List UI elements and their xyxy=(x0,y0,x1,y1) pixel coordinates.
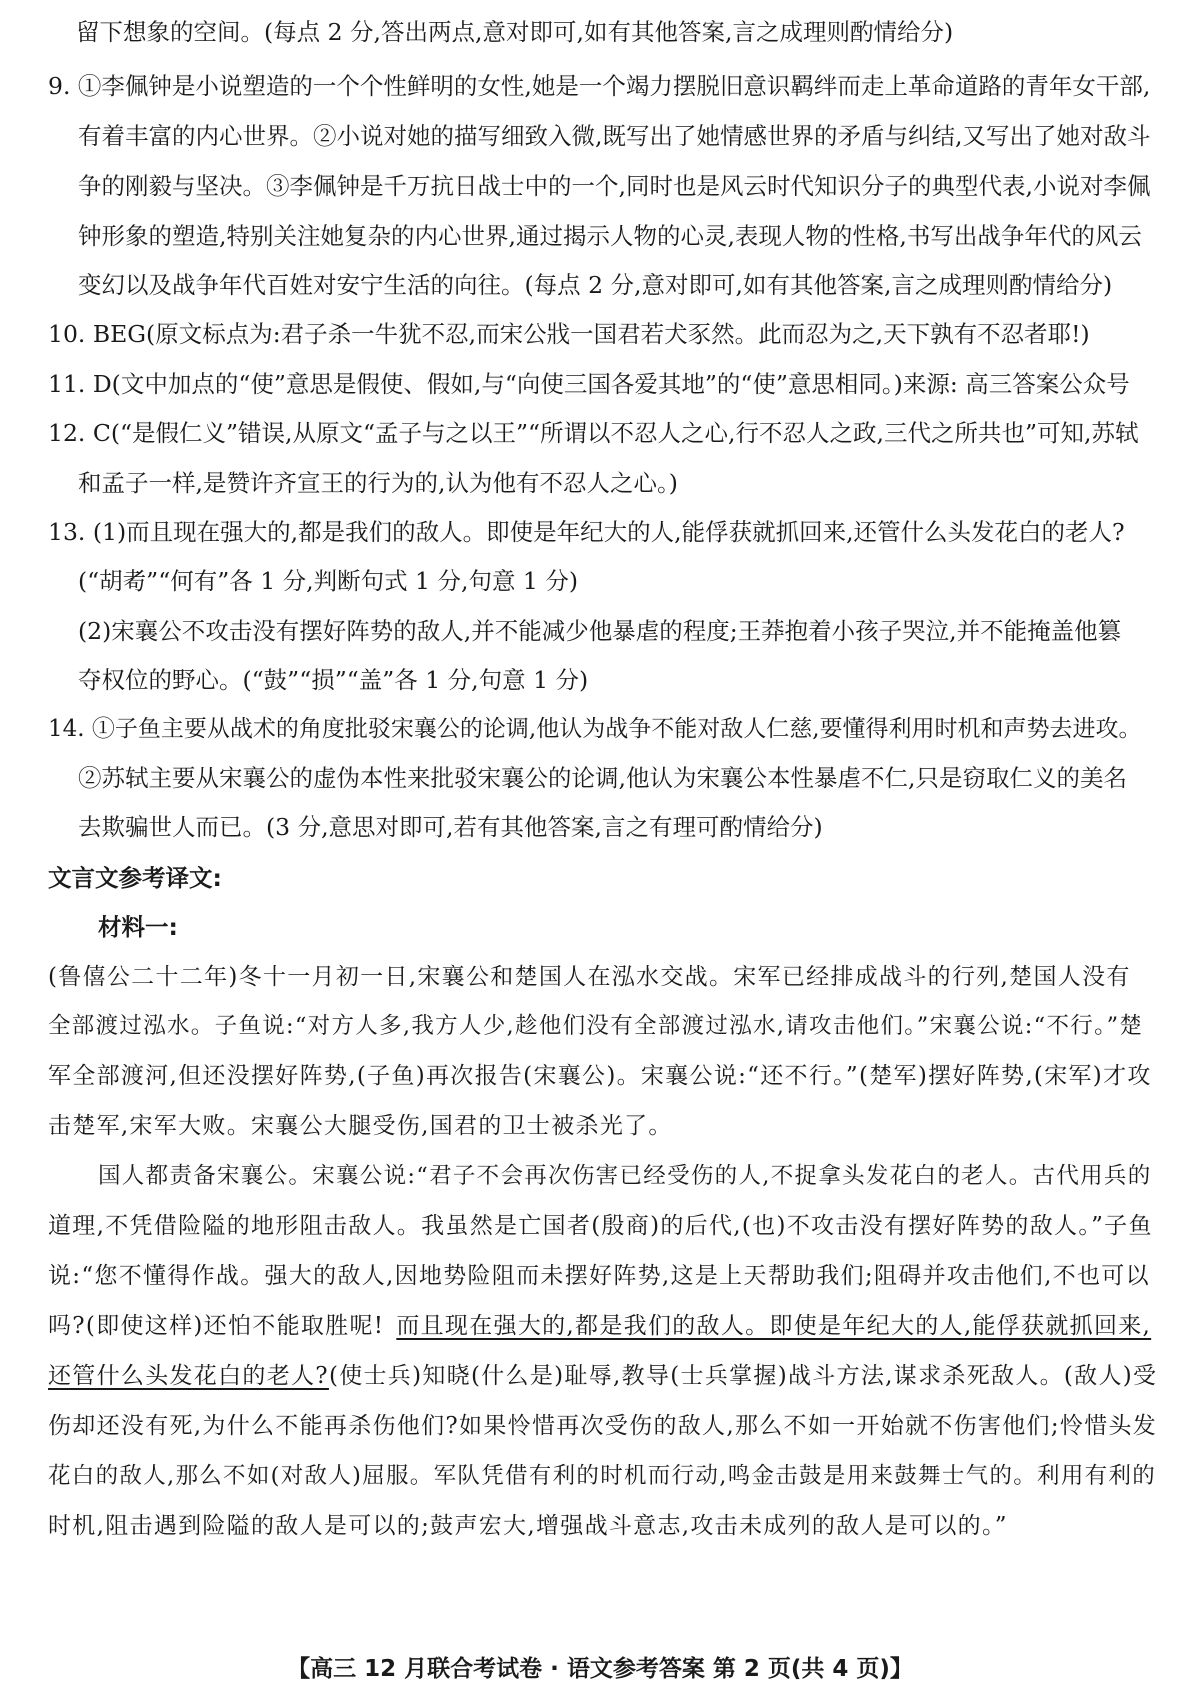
answer-14-line-3: 去欺骗世人而已。(3 分,意思对即可,若有其他答案,言之有理可酌情给分) xyxy=(78,813,823,841)
translation-p2-line-5 xyxy=(48,1361,1157,1391)
translation-p2-line-3: 说:“您不懂得作战。强大的敌人,因地势险阻而未摆好阵势,这是上天帮助我们;阻碍并攻击他们,不也可以 xyxy=(48,1263,1150,1289)
underlined-key-sentence-end: 还管什么头发花白的老人? xyxy=(48,1363,329,1389)
answer-13-line-2: (“胡耇”“何有”各 1 分,判断句式 1 分,句意 1 分) xyxy=(78,567,579,595)
answer-8-continued: 留下想象的空间。(每点 2 分,答出两点,意对即可,如有其他答案,言之成理则酌情给分) xyxy=(76,18,954,46)
answer-14-line-1: 14. ①子鱼主要从战术的角度批驳宋襄公的论调,他认为战争不能对敌人仁慈,要懂得利用时机和声势去进攻。 xyxy=(48,716,1142,742)
translation-text: (使士兵)知晓(什么是)耻辱,教导(士兵掌握)战斗方法,谋求杀死敌人。(敌人)受 xyxy=(328,1363,1158,1389)
answer-9-line-1: 9. ①李佩钟是小说塑造的一个个性鲜明的女性,她是一个竭力摆脱旧意识羁绊而走上革命道路的青年女干部, xyxy=(48,72,1151,100)
translation-text: 吗?(即使这样)还怕不能取胜呢! xyxy=(48,1313,385,1339)
translation-p2-line-6: 伤却还没有死,为什么不能再杀伤他们?如果怜惜再次受伤的敌人,那么不如一开始就不伤害他们;怜惜头发 xyxy=(48,1413,1158,1439)
translation-p2-line-1: 国人都责备宋襄公。宋襄公说:“君子不会再次伤害已经受伤的人,不捉拿头发花白的老人。古代用兵的 xyxy=(98,1163,1152,1189)
translation-p2-line-7: 花白的敌人,那么不如(对敌人)屈服。军队凭借有利的时机而行动,鸣金击鼓是用来鼓舞士气的。利用有利的 xyxy=(48,1463,1157,1489)
answer-9-line-5: 变幻以及战争年代百姓对安宁生活的向往。(每点 2 分,意对即可,如有其他答案,言之成理则酌情给分) xyxy=(78,271,1113,299)
answer-9-line-2: 有着丰富的内心世界。②小说对她的描写细致入微,既写出了她情感世界的矛盾与纠结,又写出了她对敌斗 xyxy=(78,122,1151,150)
underlined-key-sentence: 而且现在强大的,都是我们的敌人。即使是年纪大的人,能俘获就抓回来, xyxy=(396,1313,1152,1339)
answer-12-line-1: 12. C(“是假仁义”错误,从原文“孟子与之以王”“所谓以不忍人之心,行不忍人之政,三代之所共也”可知,苏轼 xyxy=(48,419,1139,447)
translation-p2-line-2: 道理,不凭借险隘的地形阻击敌人。我虽然是亡国者(殷商)的后代,(也)不攻击没有摆好阵势的敌人。”子鱼 xyxy=(48,1213,1153,1239)
translation-p1-line-2: 全部渡过泓水。子鱼说:“对方人多,我方人少,趁他们没有全部渡过泓水,请攻击他们。”宋襄公说:“不行。”楚 xyxy=(48,1013,1144,1039)
translation-p1-line-1: (鲁僖公二十二年)冬十一月初一日,宋襄公和楚国人在泓水交战。宋军已经排成战斗的行列,楚国人没有 xyxy=(48,964,1131,990)
translation-p1-line-3: 军全部渡河,但还没摆好阵势,(子鱼)再次报告(宋襄公)。宋襄公说:“还不行。”(楚军)摆好阵势,(宋军)才攻 xyxy=(48,1063,1152,1089)
answer-9-line-4: 钟形象的塑造,特别关注她复杂的内心世界,通过揭示人物的心灵,表现人物的性格,书写出战争年代的风云 xyxy=(78,222,1142,250)
answer-12-line-2: 和孟子一样,是赞许齐宣王的行为的,认为他有不忍人之心。) xyxy=(78,469,678,497)
answer-13-line-1: 13. (1)而且现在强大的,都是我们的敌人。即使是年纪大的人,能俘获就抓回来,还管什么头发花白的老人? xyxy=(48,518,1125,546)
answer-13-line-3: (2)宋襄公不攻击没有摆好阵势的敌人,并不能减少他暴虐的程度;王莽抱着小孩子哭泣,并不能掩盖他篡 xyxy=(78,617,1122,645)
answer-10: 10. BEG(原文标点为:君子杀一牛犹不忍,而宋公戕一国君若犬豕然。此而忍为之,天下孰有不忍者耶!) xyxy=(48,320,1090,348)
translation-p2-line-4 xyxy=(48,1311,1151,1341)
answer-13-line-4: 夺权位的野心。(“鼓”“损”“盖”各 1 分,句意 1 分) xyxy=(78,666,589,694)
material-one-label: 材料一: xyxy=(98,913,178,941)
translation-p1-line-4: 击楚军,宋军大败。宋襄公大腿受伤,国君的卫士被杀光了。 xyxy=(48,1113,673,1139)
translation-heading: 文言文参考译文: xyxy=(48,864,222,892)
answer-9-line-3: 争的刚毅与坚决。③李佩钟是千万抗日战士中的一个,同时也是风云时代知识分子的典型代表,小说对李佩 xyxy=(78,172,1151,200)
page-footer: 【高三 12 月联合考试卷 · 语文参考答案 第 2 页(共 4 页)】 xyxy=(287,1656,913,1682)
translation-p2-line-8: 时机,阻击遇到险隘的敌人是可以的;鼓声宏大,增强战斗意志,攻击未成列的敌人是可以的。” xyxy=(48,1513,1008,1539)
answer-11: 11. D(文中加点的“使”意思是假使、假如,与“向使三国各爱其地”的“使”意思相同。)来源: 高三答案公众号 xyxy=(48,370,1130,398)
answer-14-line-2: ②苏轼主要从宋襄公的虚伪本性来批驳宋襄公的论调,他认为宋襄公本性暴虐不仁,只是窃取仁义的美名 xyxy=(78,764,1127,792)
